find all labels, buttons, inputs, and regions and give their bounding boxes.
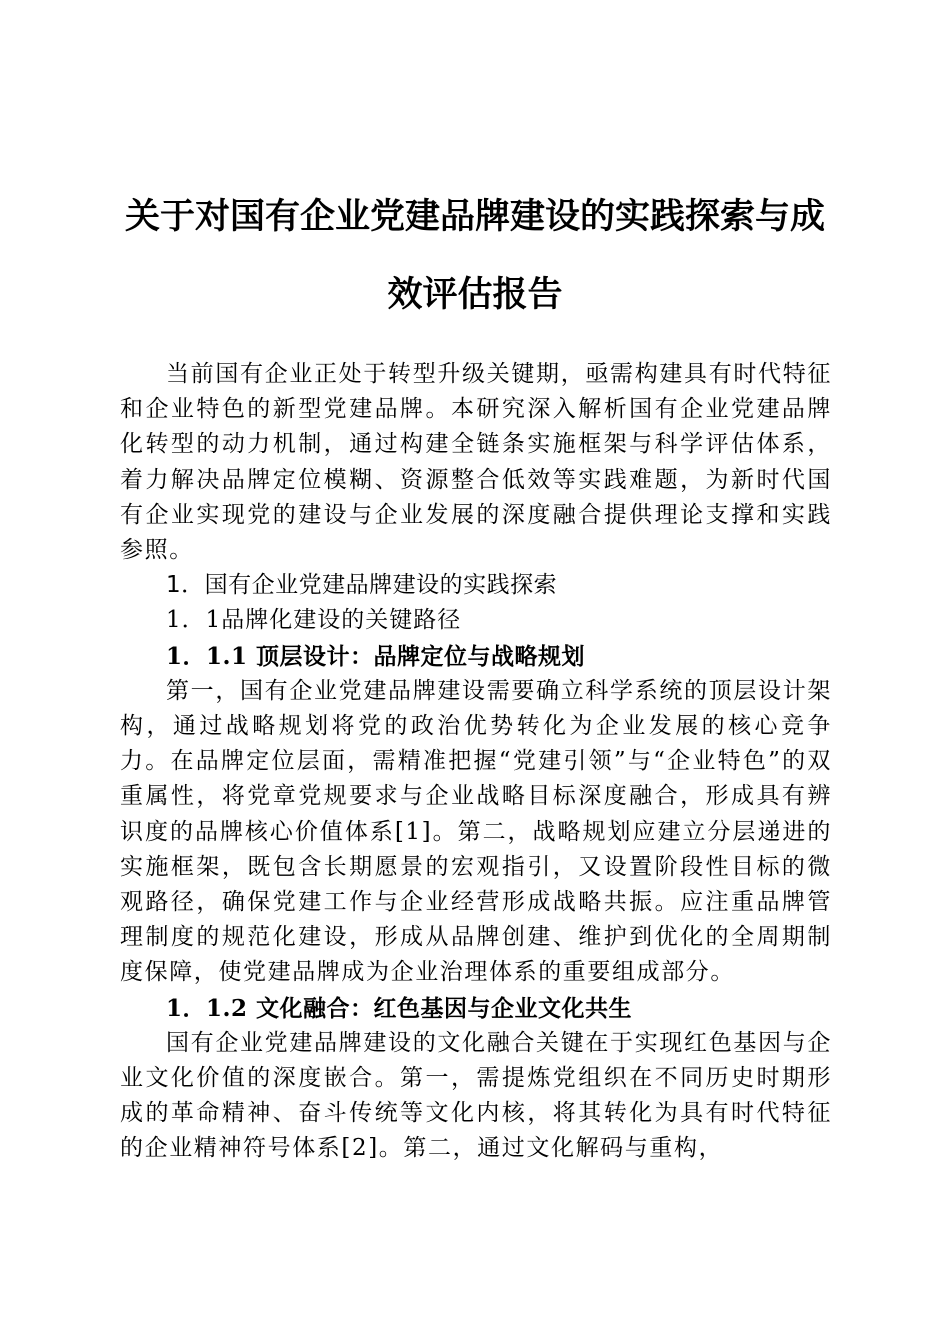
section-heading-1: 1．国有企业党建品牌建设的实践探索 (166, 572, 558, 599)
document-body (120, 357, 832, 1167)
subsubsection-heading-1-1-2: 1．1.2 文化融合：红色基因与企业文化共生 (166, 994, 633, 1022)
intro-paragraph: 当前国有企业正处于转型升级关键期，亟需构建具有时代特征和企业特色的新型党建品牌。本研究深入解析国有企业党建品牌化转型的动力机制，通过构建全链条实施框架与科学评估体系，着力解决品牌定位模糊、资源整合低效等实践难题，为新时代国有企业实现党的建设与企业发展的深度融合提供理论支撑和实践参照。 (120, 361, 832, 564)
document-title: 关于对国有企业党建品牌建设的实践探索与成效评估报告 (124, 197, 825, 315)
body-paragraph-1-1-1: 第一，国有企业党建品牌建设需要确立科学系统的顶层设计架构，通过战略规划将党的政治优势转化为企业发展的核心竞争力。在品牌定位层面，需精准把握“党建引领”与“企业特色”的双重属性，将党章党规要求与企业战略目标深度融合，形成具有辨识度的品牌核心价值体系[1]。第二，战略规划应建立分层递进的实施框架，既包含长期愿景的宏观指引，又设置阶段性目标的微观路径，确保党建工作与企业经营形成战略共振。应注重品牌管理制度的规范化建设，形成从品牌创建、维护到优化的全周期制度保障，使党建品牌成为企业治理体系的重要组成部分。 (120, 677, 832, 986)
subsubsection-heading-1-1-1: 1．1.1 顶层设计：品牌定位与战略规划 (166, 642, 586, 670)
body-paragraph-1-1-2: 国有企业党建品牌建设的文化融合关键在于实现红色基因与企业文化价值的深度嵌合。第一，需提炼党组织在不同历史时期形成的革命精神、奋斗传统等文化内核，将其转化为具有时代特征的企业精神符号体系[2]。第二，通过文化解码与重构， (120, 1029, 832, 1162)
subsection-heading-1-1: 1．1品牌化建设的关键路径 (166, 607, 462, 634)
